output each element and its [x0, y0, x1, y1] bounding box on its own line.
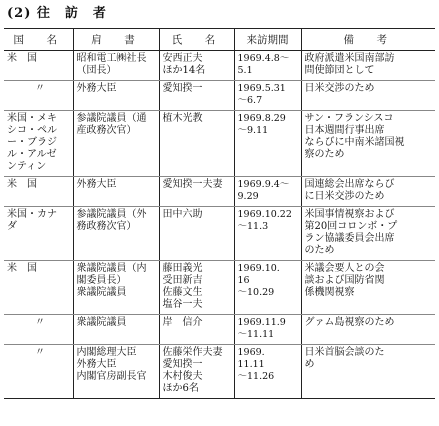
name-line: 愛知揆一 [162, 359, 203, 370]
note-line: 日米交渉のため [304, 83, 375, 94]
period-line: ～10.29 [237, 287, 275, 298]
note-line: グァム島視察のため [304, 317, 395, 328]
period-line: 1969.4.8～ [237, 53, 290, 64]
country-line: ダ [7, 221, 17, 232]
period-line: ～6.7 [237, 95, 263, 106]
cell-period [234, 111, 301, 177]
cell-period [234, 261, 301, 315]
period-line: 1969.10. [237, 263, 280, 274]
country-line: 〃 [35, 317, 45, 328]
header-note: 備 考 [301, 29, 435, 51]
period-line: 11.11 [237, 359, 265, 370]
cell-name [159, 345, 234, 399]
note-line: 国連総会出席ならび [304, 179, 395, 190]
cell-name [159, 315, 234, 345]
cell-title [73, 177, 159, 207]
cell-name [159, 261, 234, 315]
period-line: 1969.5.31 [237, 83, 286, 94]
name-line: 田中六助 [162, 209, 203, 220]
title-line: 昭和電工㈱社長 [76, 53, 147, 64]
country-line: 米 国 [7, 263, 37, 274]
table-row [4, 177, 435, 207]
title-line: 参議院議員（外 [76, 209, 147, 220]
note-line: のため [304, 245, 335, 256]
period-line: ～9.11 [237, 125, 269, 136]
note-line: サン・フランシスコ [304, 113, 394, 124]
country-line: 米国・カナ [7, 209, 57, 220]
cell-note [301, 315, 435, 345]
cell-period [234, 177, 301, 207]
cell-name [159, 51, 234, 81]
period-line: 9.29 [237, 191, 259, 202]
country-line: ンティン [7, 161, 47, 172]
title-line: 内閣官房副長官 [76, 371, 147, 382]
note-line: 談および国防省関 [304, 275, 385, 286]
table-row [4, 81, 435, 111]
cell-country [4, 111, 73, 177]
header-name: 氏 名 [159, 29, 234, 51]
cell-title [73, 207, 159, 261]
cell-name [159, 81, 234, 111]
name-line: 佐藤栄作夫妻 [162, 347, 223, 358]
cell-period [234, 81, 301, 111]
note-line: ラン協議委員会出席 [304, 233, 395, 244]
period-line: 1969.8.29 [237, 113, 286, 124]
period-line: 5.1 [237, 65, 253, 76]
period-line: 1969.10.22 [237, 209, 292, 220]
title-line: 外務大臣 [76, 179, 117, 190]
cell-note [301, 261, 435, 315]
note-line: 米国事情視察および [304, 209, 395, 220]
cell-title [73, 81, 159, 111]
period-line: ～11.26 [237, 371, 275, 382]
period-line: 16 [237, 275, 250, 286]
name-line: 安西正夫 [162, 53, 203, 64]
section-title: (2) 往 訪 者 [7, 6, 107, 21]
cell-note [301, 177, 435, 207]
table-row [4, 51, 435, 81]
title-line: （団長） [76, 65, 117, 76]
header-title: 肩 書 [73, 29, 159, 51]
title-line: 内閣総理大臣 [76, 347, 137, 358]
cell-title [73, 261, 159, 315]
title-line: 外務大臣 [76, 359, 117, 370]
note-line: 政府派遣米国南部訪 [304, 53, 395, 64]
title-line: 衆議院議員 [76, 317, 127, 328]
country-line: 米 国 [7, 53, 37, 64]
cell-note [301, 207, 435, 261]
table-row [4, 345, 435, 399]
name-line: 岸 信介 [162, 317, 203, 328]
title-line: 務政務次官） [76, 221, 137, 232]
title-line: 外務大臣 [76, 83, 117, 94]
cell-country [4, 315, 73, 345]
cell-title [73, 345, 159, 399]
table-row [4, 261, 435, 315]
cell-country [4, 81, 73, 111]
country-line: ル・アルゼ [7, 149, 57, 160]
cell-period [234, 345, 301, 399]
visitor-table [4, 28, 435, 399]
country-line: 米国・メキ [7, 113, 57, 124]
cell-period [234, 207, 301, 261]
name-line: 受田新吉 [162, 275, 203, 286]
cell-note [301, 81, 435, 111]
name-line: ほか6名 [162, 383, 199, 394]
name-line: 藤田義光 [162, 263, 203, 274]
name-line: 佐藤文生 [162, 287, 203, 298]
cell-period [234, 315, 301, 345]
name-line: 木村俊夫 [162, 371, 203, 382]
title-line: 産政務次官） [76, 125, 137, 136]
country-line: ー・ブラジ [7, 137, 57, 148]
cell-name [159, 177, 234, 207]
name-line: ほか14名 [162, 65, 206, 76]
cell-country [4, 177, 73, 207]
table-row [4, 111, 435, 177]
cell-country [4, 261, 73, 315]
table-row [4, 207, 435, 261]
country-line: シコ・ペル [7, 125, 57, 136]
period-line: 1969.9.4～ [237, 179, 290, 190]
country-line: 米 国 [7, 179, 37, 190]
note-line: 日本週間行事出席 [304, 125, 385, 136]
header-row [4, 29, 435, 51]
cell-note [301, 345, 435, 399]
country-line: 〃 [35, 83, 45, 94]
cell-country [4, 207, 73, 261]
note-line: 係機関視察 [304, 287, 355, 298]
cell-country [4, 51, 73, 81]
note-line: 米議会要人との会 [304, 263, 385, 274]
title-line: 衆議院議員（内 [76, 263, 147, 274]
name-line: 愛知揆一 [162, 83, 203, 94]
cell-note [301, 51, 435, 81]
header-period: 来訪期間 [234, 29, 301, 51]
cell-period [234, 51, 301, 81]
note-line: 察のため [304, 149, 345, 160]
cell-name [159, 111, 234, 177]
note-line: 日米首脳会談のた [304, 347, 385, 358]
cell-name [159, 207, 234, 261]
note-line: め [304, 359, 315, 370]
period-line: ～11.3 [237, 221, 269, 232]
cell-title [73, 51, 159, 81]
note-line: 問使節団として [304, 65, 375, 76]
name-line: 塩谷一夫 [162, 299, 203, 310]
name-line: 植木光教 [162, 113, 203, 124]
cell-title [73, 315, 159, 345]
period-line: 1969. [237, 347, 265, 358]
title-line: 参議院議員（通 [76, 113, 147, 124]
cell-note [301, 111, 435, 177]
name-line: 愛知揆一夫妻 [162, 179, 223, 190]
note-line: に日米交渉のため [304, 191, 385, 202]
table-row [4, 315, 435, 345]
cell-title [73, 111, 159, 177]
title-line: 閣委員長） [76, 275, 127, 286]
header-country: 国 名 [4, 29, 73, 51]
note-line: ならびに中南米諸国視 [304, 137, 405, 148]
title-line: 衆議院議員 [76, 287, 127, 298]
period-line: 1969.11.9 [237, 317, 286, 328]
country-line: 〃 [35, 347, 45, 358]
note-line: 第20回コロンボ・プ [304, 221, 398, 232]
cell-country [4, 345, 73, 399]
period-line: ～11.11 [237, 329, 275, 340]
